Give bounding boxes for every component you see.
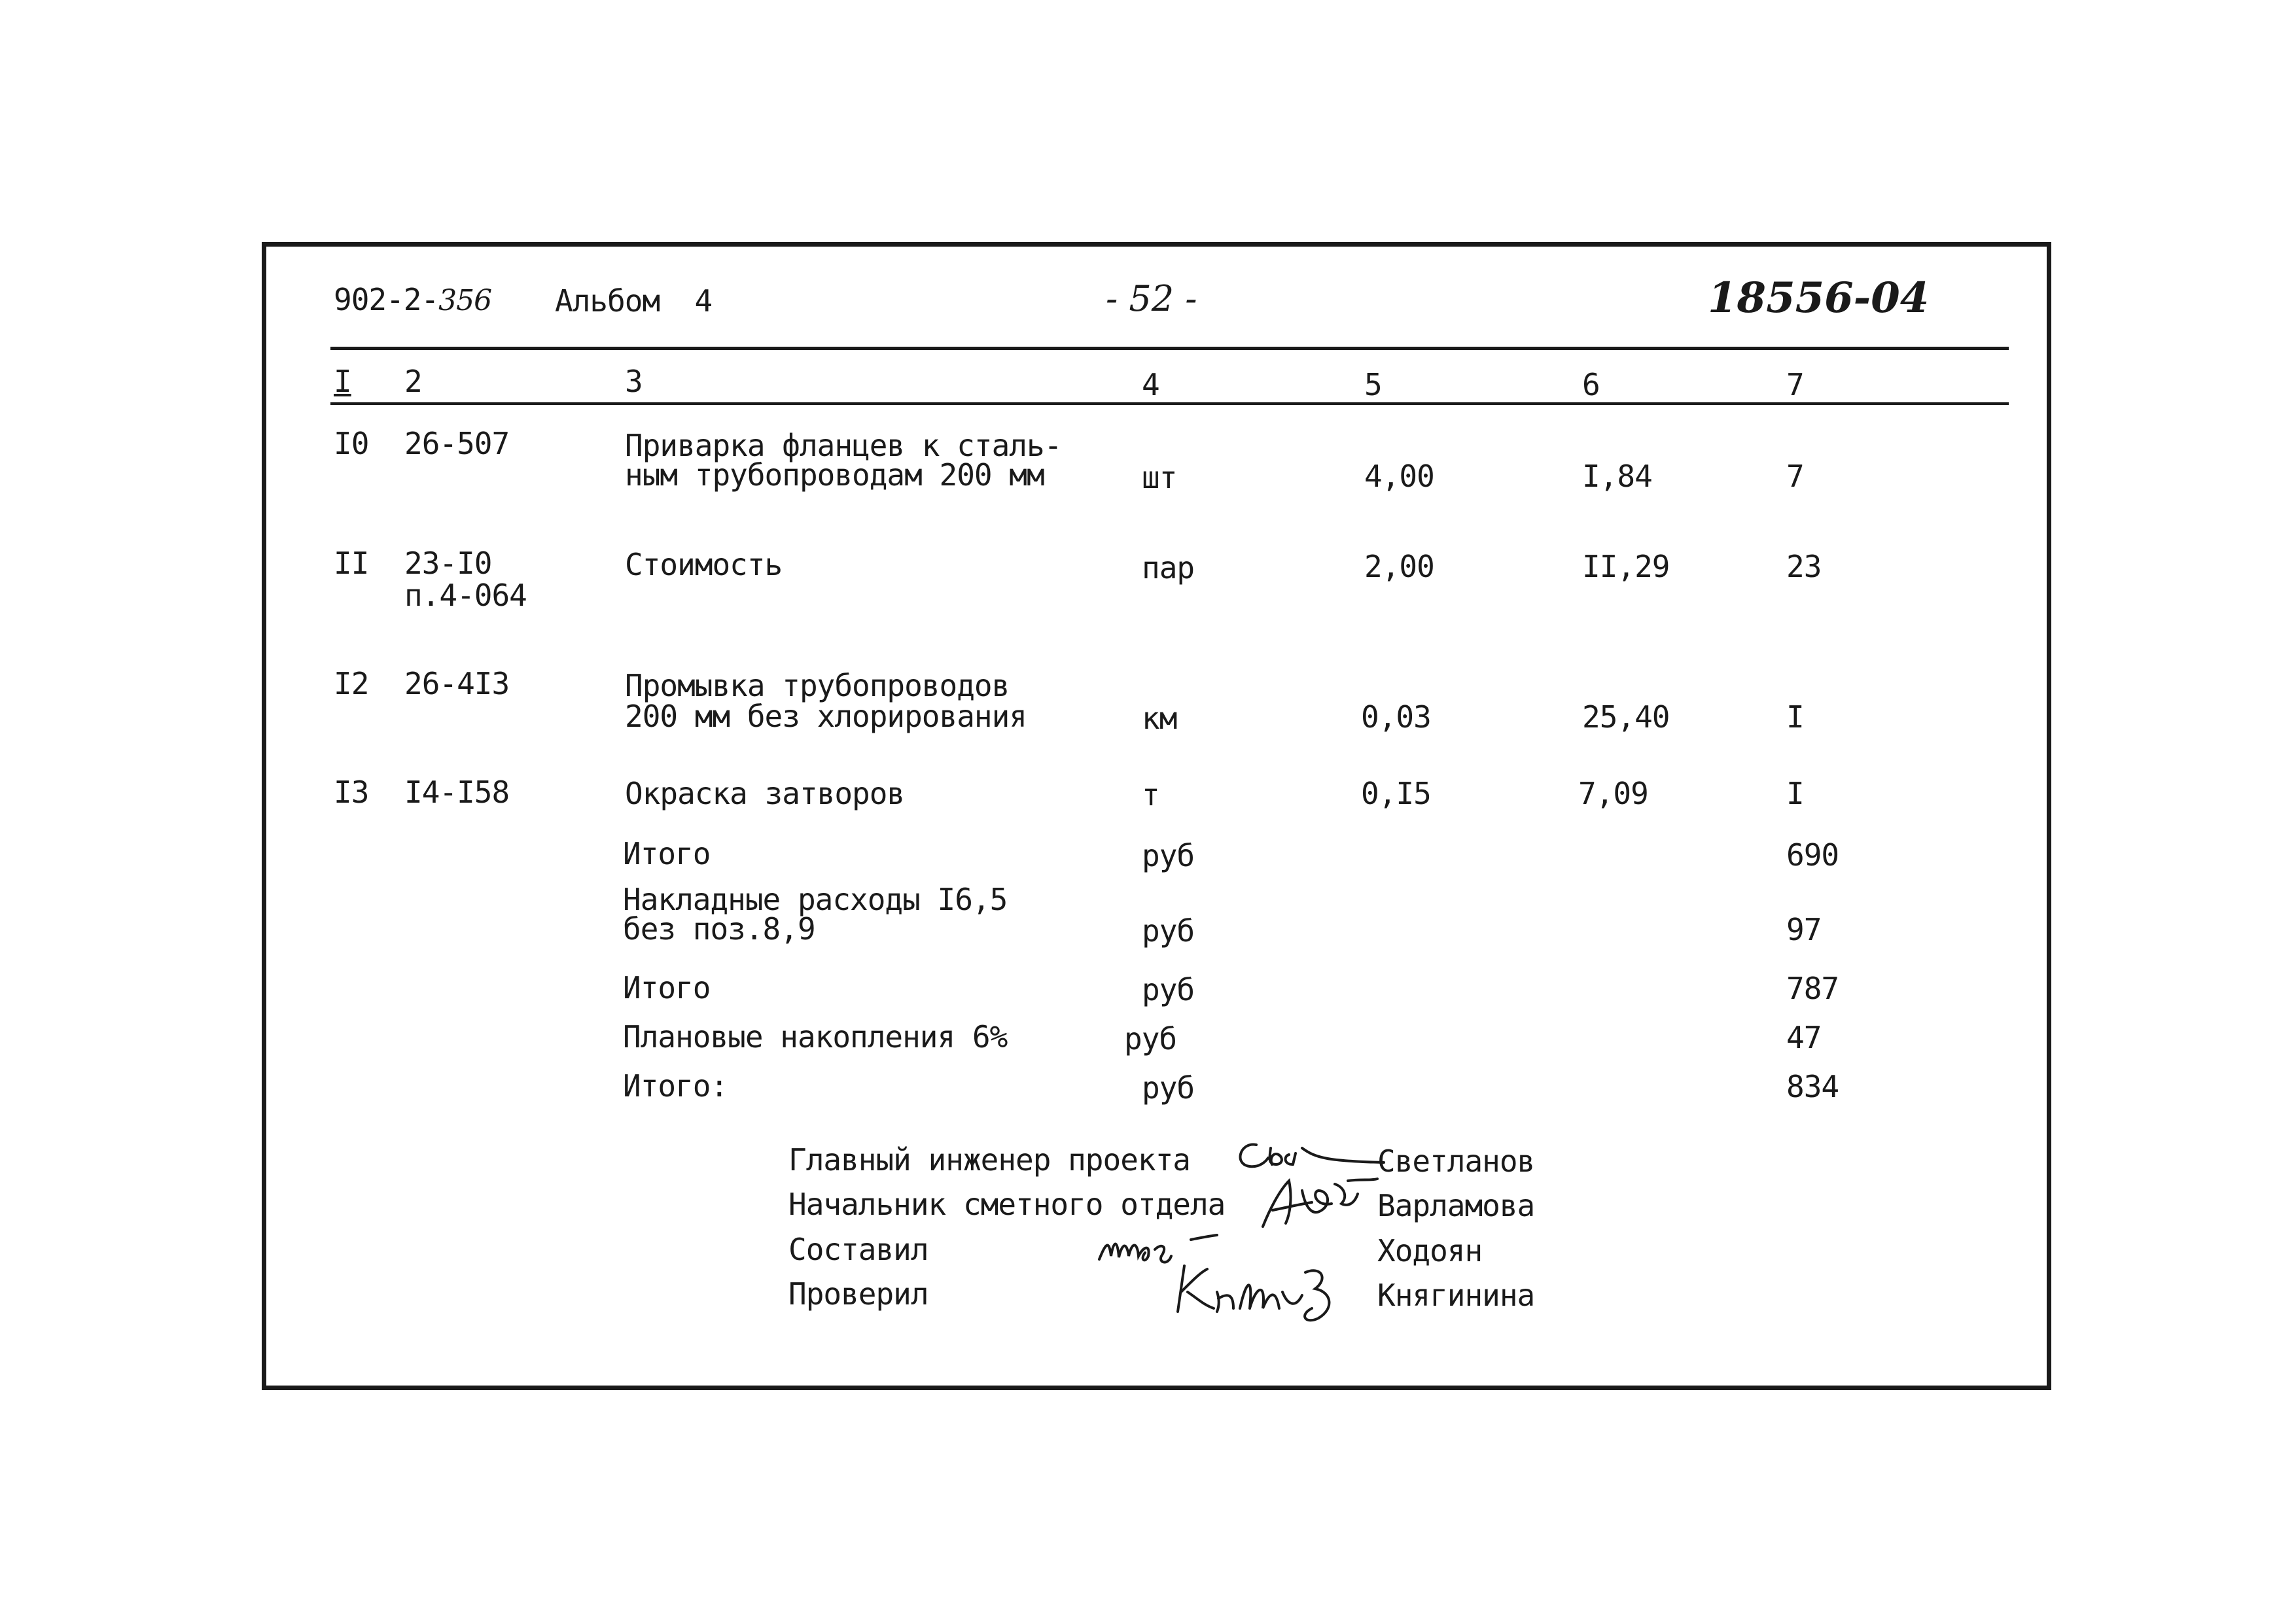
row-unit: шт: [1142, 460, 1177, 495]
overhead-unit: руб: [1142, 913, 1195, 949]
header-rule-bottom: [330, 402, 2009, 405]
subtotal-sum: 787: [1786, 971, 1839, 1006]
col-header-1: I: [334, 364, 351, 399]
signature-name: Варламова: [1377, 1188, 1535, 1223]
page-number: - 52 -: [1106, 278, 1197, 319]
handwritten-signature-checker: [1171, 1253, 1354, 1331]
inventory-number: 18556-04: [1708, 273, 1930, 323]
overhead-label-cont: без поз.8,9: [623, 911, 815, 947]
col-header-3: 3: [625, 364, 643, 399]
album-label: Альбом 4: [555, 283, 713, 319]
subtotal-label: Итого: [623, 970, 711, 1005]
row-price: I,84: [1582, 459, 1652, 494]
col-header-2: 2: [404, 364, 422, 399]
overhead-sum: 97: [1786, 912, 1822, 947]
row-sum: I: [1786, 699, 1804, 735]
row-code: 26-4I3: [404, 666, 510, 701]
row-number: I2: [334, 666, 369, 701]
row-sum: I: [1786, 776, 1804, 811]
handwritten-signature-estimate-head: [1250, 1171, 1381, 1233]
col-header-7: 7: [1786, 367, 1804, 402]
total-label: Итого: [623, 836, 711, 871]
row-price: 7,09: [1578, 776, 1648, 811]
row-quantity: 0,03: [1361, 699, 1431, 735]
grand-total-unit: руб: [1142, 1070, 1195, 1106]
grand-total-sum: 834: [1786, 1069, 1839, 1104]
planned-savings-label: Плановые накопления 6%: [623, 1019, 1008, 1055]
planned-savings-unit: руб: [1124, 1021, 1177, 1056]
row-sum: 23: [1786, 549, 1822, 584]
row-code: I4-I58: [404, 775, 510, 810]
row-unit: т: [1142, 777, 1159, 812]
signature-role: Главный инженер проекта: [788, 1142, 1190, 1178]
row-code-cont: п.4-064: [404, 578, 527, 613]
row-price: 25,40: [1582, 699, 1670, 735]
col-header-4: 4: [1142, 367, 1159, 402]
row-description-cont: ным трубопроводам 200 мм: [625, 457, 1044, 493]
signature-role: Начальник сметного отдела: [788, 1187, 1226, 1222]
row-description: Приварка фланцев к сталь-: [625, 428, 1062, 463]
row-number: I0: [334, 426, 369, 461]
row-quantity: 0,I5: [1361, 776, 1431, 811]
signature-name: Светланов: [1377, 1143, 1535, 1179]
row-description-cont: 200 мм без хлорирования: [625, 699, 1027, 734]
row-description: Окраска затворов: [625, 776, 905, 811]
col-header-5: 5: [1364, 367, 1382, 402]
row-unit: км: [1142, 701, 1177, 736]
signature-name: Княгинина: [1377, 1278, 1535, 1313]
row-sum: 7: [1786, 459, 1804, 494]
subtotal-unit: руб: [1142, 972, 1195, 1007]
project-code: 902-2-356: [334, 282, 492, 317]
row-number: II: [334, 546, 369, 581]
col-header-6: 6: [1582, 367, 1600, 402]
row-number: I3: [334, 775, 369, 810]
row-quantity: 4,00: [1364, 459, 1434, 494]
row-description: Промывка трубопроводов: [625, 668, 1010, 703]
header-rule-top: [330, 347, 2009, 350]
row-code: 26-507: [404, 426, 510, 461]
signature-name: Ходоян: [1377, 1233, 1483, 1268]
grand-total-label: Итого:: [623, 1068, 728, 1104]
row-code: 23-I0: [404, 546, 492, 581]
signature-role: Составил: [788, 1232, 928, 1267]
planned-savings-sum: 47: [1786, 1020, 1822, 1055]
overhead-label: Накладные расходы I6,5: [623, 882, 1008, 917]
signature-role: Проверил: [788, 1276, 928, 1312]
total-sum: 690: [1786, 837, 1839, 873]
row-unit: пар: [1142, 550, 1195, 585]
row-quantity: 2,00: [1364, 549, 1434, 584]
row-price: II,29: [1582, 549, 1670, 584]
row-description: Стоимость: [625, 547, 783, 582]
total-unit: руб: [1142, 838, 1195, 873]
